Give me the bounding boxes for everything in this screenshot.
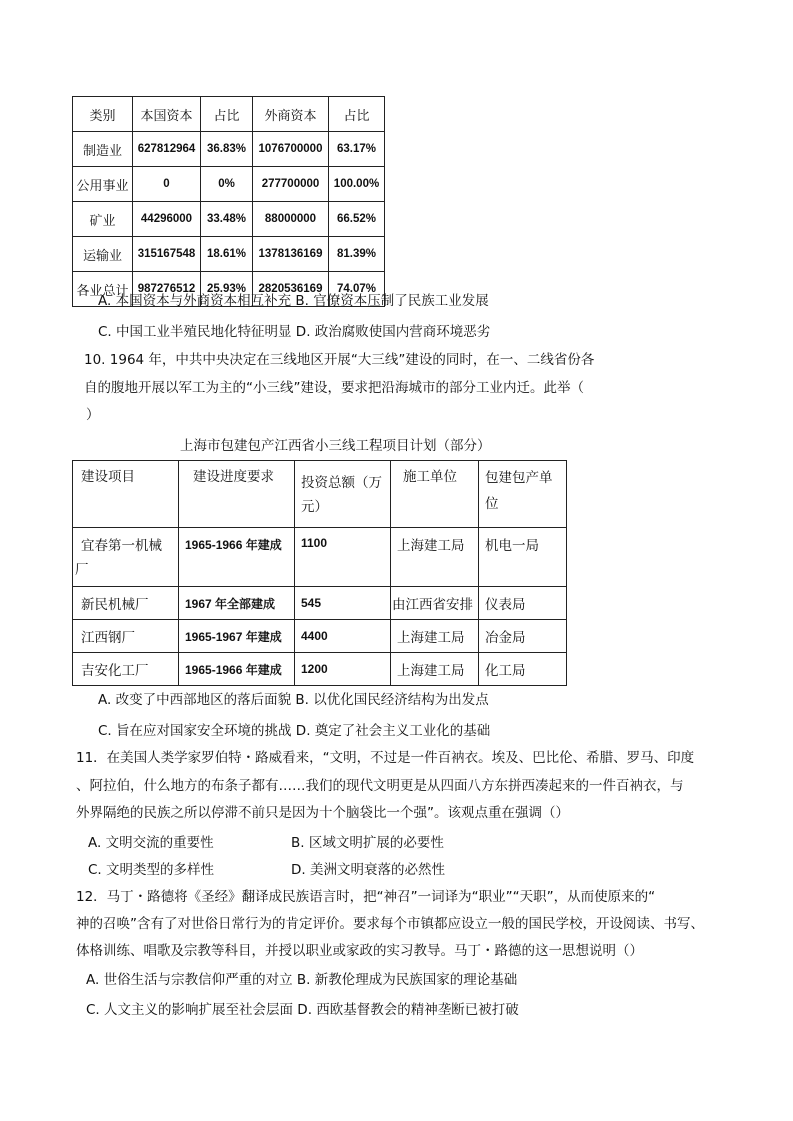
value-cell: 627812964 [133, 132, 201, 167]
q11-option-b: B. 区域文明扩展的必要性 [291, 835, 444, 851]
schedule-cell: 1965-1966 年建成 [179, 653, 295, 686]
investment-cell: 1200 [295, 653, 391, 686]
table-row [73, 620, 567, 653]
q11-option-d: D. 美洲文明衰落的必然性 [291, 862, 445, 878]
q12-stem-line1: 12．马丁・路德将《圣经》翻译成民族语言时，把“神召”一词译为“职业”“天职”，从而使原来的“ [76, 889, 656, 905]
project-cell: 吉安化工厂 [73, 653, 179, 686]
header-investment [295, 461, 391, 528]
header-contract-unit [479, 461, 567, 528]
builder-cell: 上海建工局 [391, 528, 479, 587]
table-row [73, 653, 567, 686]
q10-stem-line3: ） [86, 407, 100, 423]
q9-options-cd: C. 中国工业半殖民地化特征明显 D. 政治腐败使国内营商环境恶劣 [98, 324, 491, 340]
category-cell: 运输业 [73, 237, 133, 272]
value-cell: 277700000 [253, 167, 329, 202]
q12-stem-line2: 神的召唤”含有了对世俗日常行为的肯定评价。要求每个市镇都应设立一般的国民学校，开设阅读、书写、 [76, 916, 704, 932]
q11-option-c: C. 文明类型的多样性 [88, 862, 215, 878]
value-cell: 63.17% [329, 132, 385, 167]
value-cell: 1378136169 [253, 237, 329, 272]
header-foreign-capital: 外商资本 [253, 97, 329, 132]
capital-table [72, 96, 385, 307]
header-contract-unit-part1: 包建包产单 [485, 470, 553, 486]
table-row [73, 132, 385, 167]
category-cell: 制造业 [73, 132, 133, 167]
value-cell: 66.52% [329, 202, 385, 237]
table-header-row [73, 461, 567, 528]
header-builder: 施工单位 [391, 461, 479, 528]
contract-unit-cell: 机电一局 [479, 528, 567, 587]
project-name-part2: 厂 [75, 562, 89, 578]
value-cell: 0% [201, 167, 253, 202]
category-cell: 各业总计 [73, 272, 133, 307]
category-cell: 矿业 [73, 202, 133, 237]
builder-cell: 上海建工局 [391, 620, 479, 653]
header-schedule: 建设进度要求 [179, 461, 295, 528]
table-row [73, 587, 567, 620]
investment-cell: 1100 [295, 528, 391, 587]
q12-options-ab: A. 世俗生活与宗教信仰严重的对立 B. 新教伦理成为民族国家的理论基础 [86, 972, 518, 988]
value-cell: 2820536169 [253, 272, 329, 307]
value-cell: 987276512 [133, 272, 201, 307]
value-cell: 100.00% [329, 167, 385, 202]
project-table [72, 460, 567, 686]
value-cell: 315167548 [133, 237, 201, 272]
q9-options-ab: A. 本国资本与外商资本相互补充 B. 官僚资本压制了民族工业发展 [98, 293, 489, 309]
q12-stem-line3: 体格训练、唱歌及宗教等科目，并授以职业或家政的实习教导。马丁・路德的这一思想说明（） [76, 943, 643, 959]
q10-options-ab: A. 改变了中西部地区的落后面貌 B. 以优化国民经济结构为出发点 [98, 692, 489, 708]
contract-unit-cell: 仪表局 [479, 587, 567, 620]
table-row [73, 528, 567, 587]
header-category: 类别 [73, 97, 133, 132]
table-row [73, 202, 385, 237]
project-cell [73, 528, 179, 587]
value-cell: 18.61% [201, 237, 253, 272]
schedule-cell: 1965-1966 年建成 [179, 528, 295, 587]
schedule-cell: 1965-1967 年建成 [179, 620, 295, 653]
builder-cell: 由江西省安排 [391, 587, 479, 620]
header-domestic-share: 占比 [201, 97, 253, 132]
table-row [73, 167, 385, 202]
value-cell: 25.93% [201, 272, 253, 307]
q10-stem-line2: 自的腹地开展以军工为主的“小三线”建设，要求把沿海城市的部分工业内迁。此举（ [84, 380, 584, 396]
header-domestic-capital: 本国资本 [133, 97, 201, 132]
value-cell: 33.48% [201, 202, 253, 237]
q11-stem-line1: 11．在美国人类学家罗伯特・路威看来，“文明，不过是一件百衲衣。埃及、巴比伦、希腊、罗马、印度 [76, 750, 695, 766]
header-investment-part1: 投资总额（万 [301, 475, 382, 491]
header-contract-unit-part2: 位 [485, 496, 499, 512]
schedule-cell: 1967 年全部建成 [179, 587, 295, 620]
q10-stem-line1: 10. 1964 年，中共中央决定在三线地区开展“大三线”建设的同时，在一、二线省份各 [84, 352, 595, 368]
value-cell: 74.07% [329, 272, 385, 307]
q11-stem-line2: 、阿拉伯，什么地方的布条子都有……我们的现代文明更是从四面八方东拼西凑起来的一件百衲衣，与 [76, 778, 684, 794]
builder-cell: 上海建工局 [391, 653, 479, 686]
table-header-row [73, 97, 385, 132]
q12-options-cd: C. 人文主义的影响扩展至社会层面 D. 西欧基督教会的精神垄断已被打破 [86, 1002, 519, 1018]
header-project: 建设项目 [73, 461, 179, 528]
contract-unit-cell: 化工局 [479, 653, 567, 686]
q11-stem-line3: 外界隔绝的民族之所以停滞不前只是因为十个脑袋比一个强”。该观点重在强调（） [76, 805, 569, 821]
investment-cell: 4400 [295, 620, 391, 653]
value-cell: 81.39% [329, 237, 385, 272]
value-cell: 36.83% [201, 132, 253, 167]
table-row [73, 237, 385, 272]
q11-option-a: A. 文明交流的重要性 [88, 835, 214, 851]
value-cell: 1076700000 [253, 132, 329, 167]
q10-options-cd: C. 旨在应对国家安全环境的挑战 D. 奠定了社会主义工业化的基础 [98, 723, 491, 739]
project-cell: 新民机械厂 [73, 587, 179, 620]
value-cell: 88000000 [253, 202, 329, 237]
q10-table-title: 上海市包建包产江西省小三线工程项目计划（部分） [180, 438, 491, 454]
project-name-part1: 宜春第一机械 [81, 538, 162, 554]
value-cell: 44296000 [133, 202, 201, 237]
contract-unit-cell: 冶金局 [479, 620, 567, 653]
header-foreign-share: 占比 [329, 97, 385, 132]
value-cell: 0 [133, 167, 201, 202]
header-investment-part2: 元） [301, 499, 328, 515]
category-cell: 公用事业 [73, 167, 133, 202]
project-cell: 江西钢厂 [73, 620, 179, 653]
investment-cell: 545 [295, 587, 391, 620]
